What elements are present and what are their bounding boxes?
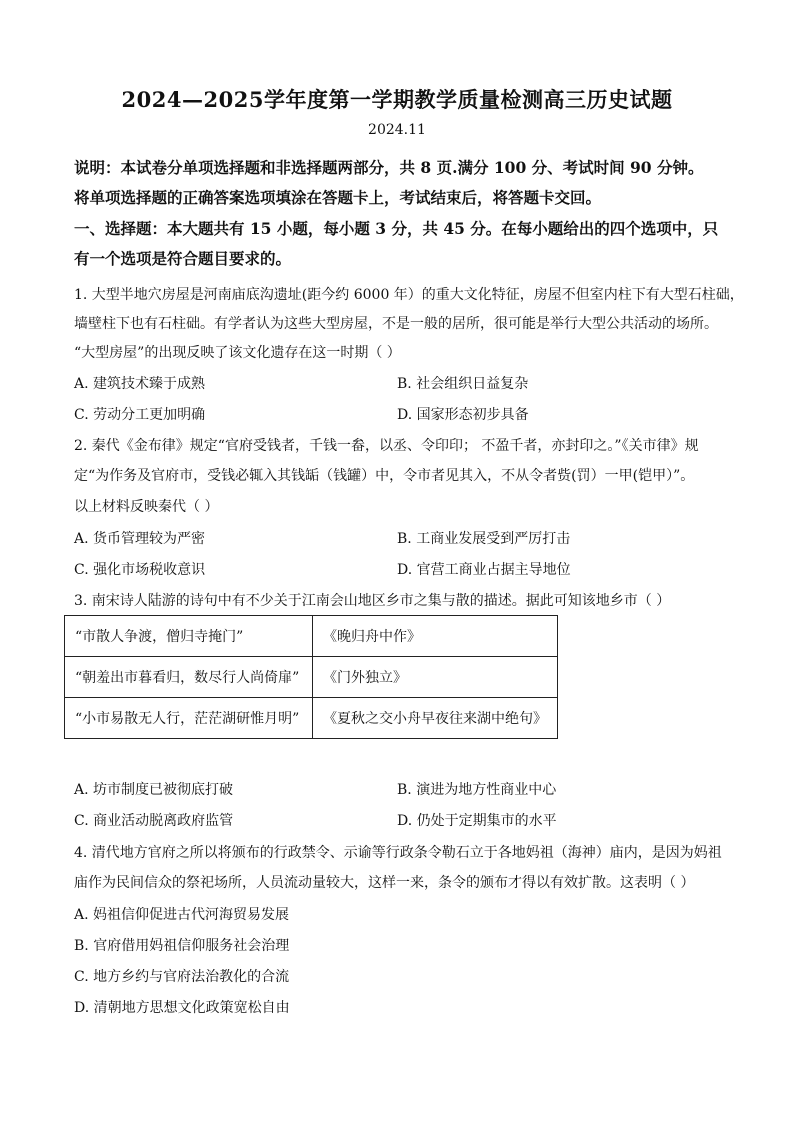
q2-option-d[interactable]: D. 官营工商业占据主导地位: [397, 562, 571, 578]
q2-stem-line-3: 以上材料反映秦代（ ）: [74, 499, 219, 515]
q3-option-c[interactable]: C. 商业活动脱离政府监管: [74, 813, 234, 829]
q4-stem-line-1: 4. 清代地方官府之所以将颁布的行政禁令、示谕等行政条令勒石立于各地妈祖（海神）庙内，是因为妈祖: [74, 845, 722, 861]
poem-title-cell: 《夏秋之交小舟早夜往来湖中绝句》: [313, 698, 558, 739]
poem-quote-cell: “小市易散无人行，茫茫湖研惟月明”: [65, 698, 313, 739]
q3-stem-line-1: 3. 南宋诗人陆游的诗句中有不少关于江南会山地区乡市之集与散的描述。据此可知该地乡市（ ）: [74, 593, 671, 609]
q4-option-c[interactable]: C. 地方乡约与官府法治教化的合流: [74, 969, 290, 985]
poem-quote-cell: “朝羞出市暮看归，数尽行人尚倚扉”: [65, 657, 313, 698]
q3-option-a[interactable]: A. 坊市制度已被彻底打破: [74, 782, 234, 798]
q1-option-a[interactable]: A. 建筑技术臻于成熟: [74, 376, 206, 392]
q2-stem-line-1: 2. 秦代《金布律》规定“官府受钱者，千钱一畚，以丞、令印印； 不盈千者，亦封印之。”《关市律》规: [74, 438, 699, 454]
q3-option-b[interactable]: B. 演进为地方性商业中心: [397, 782, 557, 798]
q2-stem-line-2: 定“为作务及官府市，受钱必辄入其钱缿（钱罐）中，令市者见其入，不从令者赀(罚）一甲(铠甲）”。: [74, 468, 695, 484]
q1-option-d[interactable]: D. 国家形态初步具备: [397, 407, 529, 423]
q1-option-b[interactable]: B. 社会组织日益复杂: [397, 376, 529, 392]
exam-title: 2024—2025学年度第一学期教学质量检测高三历史试题: [121, 87, 673, 112]
q3-option-d[interactable]: D. 仍处于定期集市的水平: [397, 813, 557, 829]
section-heading-line-2: 有一个选项是符合题目要求的。: [74, 249, 292, 268]
q2-option-c[interactable]: C. 强化市场税收意识: [74, 562, 206, 578]
instructions-line-1: 说明：本试卷分单项选择题和非选择题两部分，共 8 页.满分 100 分、考试时间 90 分钟。: [74, 158, 704, 177]
poem-title-cell: 《晚归舟中作》: [313, 616, 558, 657]
table-row: [65, 698, 558, 739]
q4-option-d[interactable]: D. 清朝地方思想文化政策宽松自由: [74, 1000, 290, 1016]
section-heading-line-1: 一、选择题：本大题共有 15 小题，每小题 3 分，共 45 分。在每小题给出的四个选项中，只: [74, 219, 719, 238]
exam-date: 2024.11: [368, 122, 426, 138]
instructions-line-2: 将单项选择题的正确答案选项填涂在答题卡上，考试结束后，将答题卡交回。: [74, 188, 602, 207]
q4-option-b[interactable]: B. 官府借用妈祖信仰服务社会治理: [74, 938, 290, 954]
q1-stem-line-3: “大型房屋”的出现反映了该文化遗存在这一时期（ ）: [74, 345, 401, 361]
q4-option-a[interactable]: A. 妈祖信仰促进古代河海贸易发展: [74, 907, 290, 923]
q2-option-b[interactable]: B. 工商业发展受到严厉打击: [397, 531, 571, 547]
q2-option-a[interactable]: A. 货币管理较为严密: [74, 531, 206, 547]
poem-table: [64, 615, 558, 739]
q1-option-c[interactable]: C. 劳动分工更加明确: [74, 407, 206, 423]
q1-stem-line-2: 墙壁柱下也有石柱础。有学者认为这些大型房屋，不是一般的居所，很可能是举行大型公共活动的场所。: [74, 316, 718, 332]
poem-title-cell: 《门外独立》: [313, 657, 558, 698]
poem-quote-cell: “市散人争渡，僧归寺掩门”: [65, 616, 313, 657]
table-row: [65, 616, 558, 657]
table-row: [65, 657, 558, 698]
q1-stem-line-1: 1. 大型半地穴房屋是河南庙底沟遗址(距今约 6000 年）的重大文化特征，房屋不但室内柱下有大型石柱础，: [74, 287, 744, 303]
q4-stem-line-2: 庙作为民间信众的祭祀场所，人员流动量较大，这样一来，条令的颁布才得以有效扩散。这表明（ ）: [74, 875, 695, 891]
